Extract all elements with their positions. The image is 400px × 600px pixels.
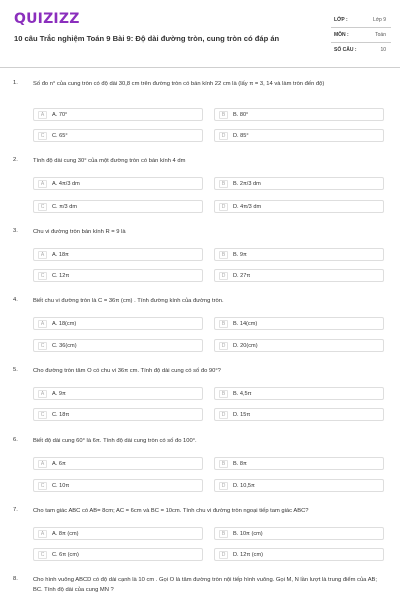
option-d[interactable] xyxy=(214,129,384,142)
option-a[interactable] xyxy=(33,387,203,400)
question-number: 8. xyxy=(13,576,18,582)
option-letter: D xyxy=(219,203,228,211)
option-text: C. 65° xyxy=(52,133,68,139)
option-b[interactable] xyxy=(214,527,384,540)
option-text: A. 18(cm) xyxy=(52,321,77,327)
option-text: B. 14(cm) xyxy=(233,321,258,327)
question-number: 7. xyxy=(13,507,18,513)
option-b[interactable] xyxy=(214,457,384,470)
option-letter: A xyxy=(38,460,47,468)
option-c[interactable] xyxy=(33,408,203,421)
option-c[interactable] xyxy=(33,479,203,492)
option-c[interactable] xyxy=(33,339,203,352)
option-letter: C xyxy=(38,272,47,280)
option-text: A. 18π xyxy=(52,252,69,258)
info-key: SỐ CÂU : xyxy=(334,47,357,53)
info-row-subject xyxy=(331,28,391,43)
option-letter: D xyxy=(219,411,228,419)
option-text: D. 10,5π xyxy=(233,483,255,489)
option-a[interactable] xyxy=(33,457,203,470)
question-number: 5. xyxy=(13,367,18,373)
option-d[interactable] xyxy=(214,408,384,421)
option-text: C. 10π xyxy=(52,483,70,489)
option-letter: A xyxy=(38,390,47,398)
question-number: 4. xyxy=(13,297,18,303)
option-a[interactable] xyxy=(33,317,203,330)
option-letter: D xyxy=(219,272,228,280)
info-key: MÔN : xyxy=(334,32,349,38)
option-letter: C xyxy=(38,411,47,419)
option-c[interactable] xyxy=(33,200,203,213)
option-c[interactable] xyxy=(33,269,203,282)
option-text: D. 27π xyxy=(233,273,251,279)
option-letter: B xyxy=(219,390,228,398)
option-letter: C xyxy=(38,551,47,559)
option-text: B. 10π (cm) xyxy=(233,531,263,537)
option-letter: A xyxy=(38,180,47,188)
option-letter: B xyxy=(219,111,228,119)
info-row-count xyxy=(331,43,391,58)
option-d[interactable] xyxy=(214,269,384,282)
option-text: A. 70° xyxy=(52,112,68,118)
quizizz-logo: QUIZIZZ xyxy=(14,11,80,27)
option-letter: C xyxy=(38,132,47,140)
option-text: D. 4π/3 dm xyxy=(233,204,262,210)
option-letter: A xyxy=(38,530,47,538)
option-text: C. 12π xyxy=(52,273,70,279)
question-text: Cho đường tròn tâm O có chu vi 36π cm. Tính độ dài cung có số đo 90°? xyxy=(33,368,221,374)
option-d[interactable] xyxy=(214,200,384,213)
info-value: Toán xyxy=(375,32,386,38)
option-letter: D xyxy=(219,132,228,140)
option-letter: B xyxy=(219,460,228,468)
option-text: B. 8π xyxy=(233,461,247,467)
option-text: A. 9π xyxy=(52,391,66,397)
option-text: B. 80° xyxy=(233,112,249,118)
option-text: A. 6π xyxy=(52,461,66,467)
option-text: D. 20(cm) xyxy=(233,343,258,349)
option-b[interactable] xyxy=(214,108,384,121)
option-d[interactable] xyxy=(214,339,384,352)
option-d[interactable] xyxy=(214,479,384,492)
option-text: C. π/3 dm xyxy=(52,204,77,210)
option-c[interactable] xyxy=(33,129,203,142)
option-b[interactable] xyxy=(214,317,384,330)
option-letter: A xyxy=(38,111,47,119)
question-text: Tính độ dài cung 30° của một đường tròn có bán kính 4 dm xyxy=(33,158,186,164)
option-text: D. 15π xyxy=(233,412,251,418)
option-letter: C xyxy=(38,482,47,490)
option-a[interactable] xyxy=(33,527,203,540)
document-title: 10 câu Trắc nghiệm Toán 9 Bài 9: Độ dài đường tròn, cung tròn có đáp án xyxy=(14,34,280,43)
option-text: B. 2π/3 dm xyxy=(233,181,261,187)
option-a[interactable] xyxy=(33,177,203,190)
option-text: A. 4π/3 dm xyxy=(52,181,80,187)
option-text: D. 12π (cm) xyxy=(233,552,263,558)
option-text: C. 18π xyxy=(52,412,70,418)
option-text: C. 36(cm) xyxy=(52,343,77,349)
info-value: 10 xyxy=(380,47,386,53)
question-text: Chu vi đường tròn bán kính R = 9 là xyxy=(33,229,126,235)
option-letter: B xyxy=(219,320,228,328)
page-header xyxy=(0,0,400,68)
question-number: 3. xyxy=(13,228,18,234)
question-text: Biết chu vi đường tròn là C = 36π (cm) . Tính đường kính của đường tròn. xyxy=(33,298,224,304)
option-letter: D xyxy=(219,482,228,490)
info-row-class xyxy=(331,13,391,28)
option-text: B. 4,5π xyxy=(233,391,252,397)
option-b[interactable] xyxy=(214,248,384,261)
option-d[interactable] xyxy=(214,548,384,561)
option-letter: A xyxy=(38,251,47,259)
option-b[interactable] xyxy=(214,387,384,400)
option-b[interactable] xyxy=(214,177,384,190)
option-letter: B xyxy=(219,180,228,188)
option-letter: A xyxy=(38,320,47,328)
option-c[interactable] xyxy=(33,548,203,561)
question-number: 6. xyxy=(13,437,18,443)
info-key: LỚP : xyxy=(334,17,348,23)
question-text: Số đo n° của cung tròn có độ dài 30,8 cm trên đường tròn có bán kính 22 cm là (lấy π = 3, 14 và làm tròn đến độ) xyxy=(33,81,325,87)
option-text: D. 85° xyxy=(233,133,249,139)
option-letter: D xyxy=(219,342,228,350)
question-text: Cho tam giác ABC có AB= 8cm; AC = 6cm và BC = 10cm. Tính chu vi đường tròn ngoại tiếp tam giác ABC? xyxy=(33,508,309,514)
option-a[interactable] xyxy=(33,108,203,121)
option-letter: B xyxy=(219,530,228,538)
option-letter: B xyxy=(219,251,228,259)
option-text: C. 6π (cm) xyxy=(52,552,79,558)
question-text: Cho hình vuông ABCD có độ dài cạnh là 10 cm . Gọi O là tâm đường tròn nội tiếp hình vuông. Gọi M, N lần lượt là trung điểm của AB; BC. Tính độ dài của cung MN ? xyxy=(33,577,378,593)
info-value: Lớp 9 xyxy=(372,17,386,23)
option-text: B. 9π xyxy=(233,252,247,258)
option-letter: D xyxy=(219,551,228,559)
option-a[interactable] xyxy=(33,248,203,261)
question-number: 2. xyxy=(13,157,18,163)
option-letter: C xyxy=(38,342,47,350)
question-text: Biết độ dài cung 60° là 6π. Tính độ dài cung tròn có số đo 100°. xyxy=(33,438,197,444)
option-text: A. 8π (cm) xyxy=(52,531,79,537)
question-number: 1. xyxy=(13,80,18,86)
option-letter: C xyxy=(38,203,47,211)
